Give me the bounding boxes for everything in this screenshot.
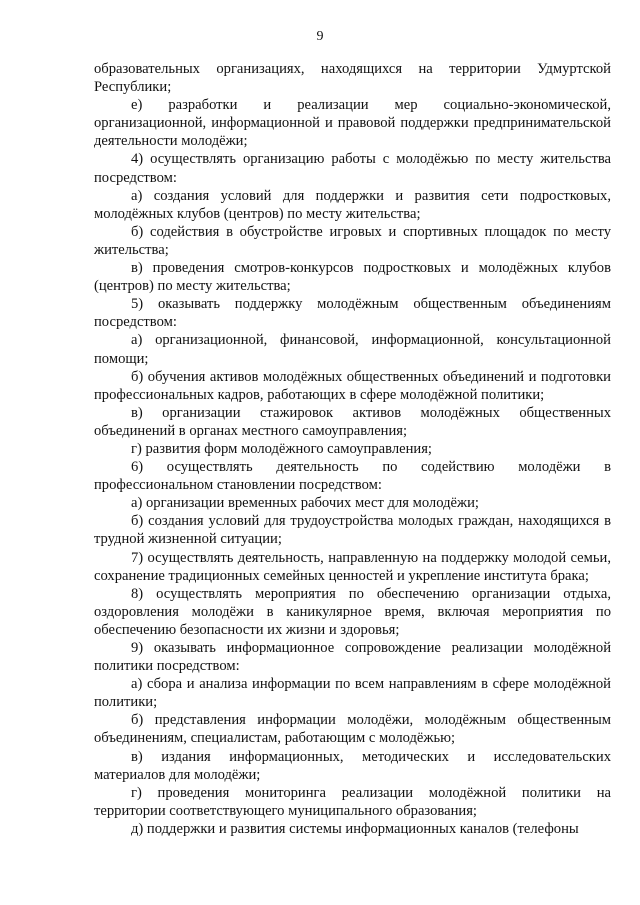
paragraph: 6) осуществлять деятельность по содействию молодёжи в профессиональном становлении посредством: — [94, 459, 611, 494]
paragraph: 7) осуществлять деятельность, направленную на поддержку молодой семьи, сохранение традиционных семейных ценностей и укрепление института брака; — [94, 549, 611, 584]
paragraph: е) разработки и реализации мер социально-экономической, организационной, информационной и правовой поддержки предпринимательской деятельности молодёжи; — [94, 97, 611, 150]
paragraph: а) организации временных рабочих мест для молодёжи; — [131, 495, 479, 512]
paragraph: 9) оказывать информационное сопровождение реализации молодёжной политики посредством: — [94, 640, 611, 675]
paragraph: в) организации стажировок активов молодёжных общественных объединений в органах местного самоуправления; — [94, 404, 611, 439]
paragraph: а) создания условий для поддержки и развития сети подростковых, молодёжных клубов (центров) по месту жительства; — [94, 187, 611, 222]
paragraph: а) сбора и анализа информации по всем направлениям в сфере молодёжной политики; — [94, 676, 611, 711]
paragraph: б) создания условий для трудоустройства молодых граждан, находящихся в трудной жизненной ситуации; — [94, 513, 611, 548]
page-number: 9 — [316, 29, 324, 44]
paragraph: б) содействия в обустройстве игровых и спортивных площадок по месту жительства; — [94, 223, 611, 258]
paragraph: г) проведения мониторинга реализации молодёжной политики на территории соответствующего муниципального образования; — [94, 784, 611, 819]
paragraph: в) издания информационных, методических и исследовательских материалов для молодёжи; — [94, 748, 611, 783]
paragraph: образовательных организациях, находящихся на территории Удмуртской Республики; — [94, 61, 611, 96]
paragraph: б) обучения активов молодёжных общественных объединений и подготовки профессиональных кадров, работающих в сфере молодёжной политики; — [94, 368, 611, 403]
paragraph: г) развития форм молодёжного самоуправления; — [131, 440, 432, 457]
paragraph: 8) осуществлять мероприятия по обеспечению организации отдыха, оздоровления молодёжи в каникулярное время, включая мероприятия по обеспечению безопасности их жизни и здоровья; — [94, 585, 611, 638]
paragraph: 5) оказывать поддержку молодёжным общественным объединениям посредством: — [94, 296, 611, 331]
paragraph: в) проведения смотров-конкурсов подростковых и молодёжных клубов (центров) по месту жительства; — [94, 260, 611, 295]
paragraph: а) организационной, финансовой, информационной, консультационной помощи; — [94, 332, 611, 367]
paragraph: 4) осуществлять организацию работы с молодёжью по месту жительства посредством: — [94, 151, 611, 186]
document-body — [94, 60, 611, 838]
paragraph: д) поддержки и развития системы информационных каналов (телефоны — [131, 820, 579, 837]
paragraph: б) представления информации молодёжи, молодёжным общественным объединениям, специалистам, работающим с молодёжью; — [94, 712, 611, 747]
